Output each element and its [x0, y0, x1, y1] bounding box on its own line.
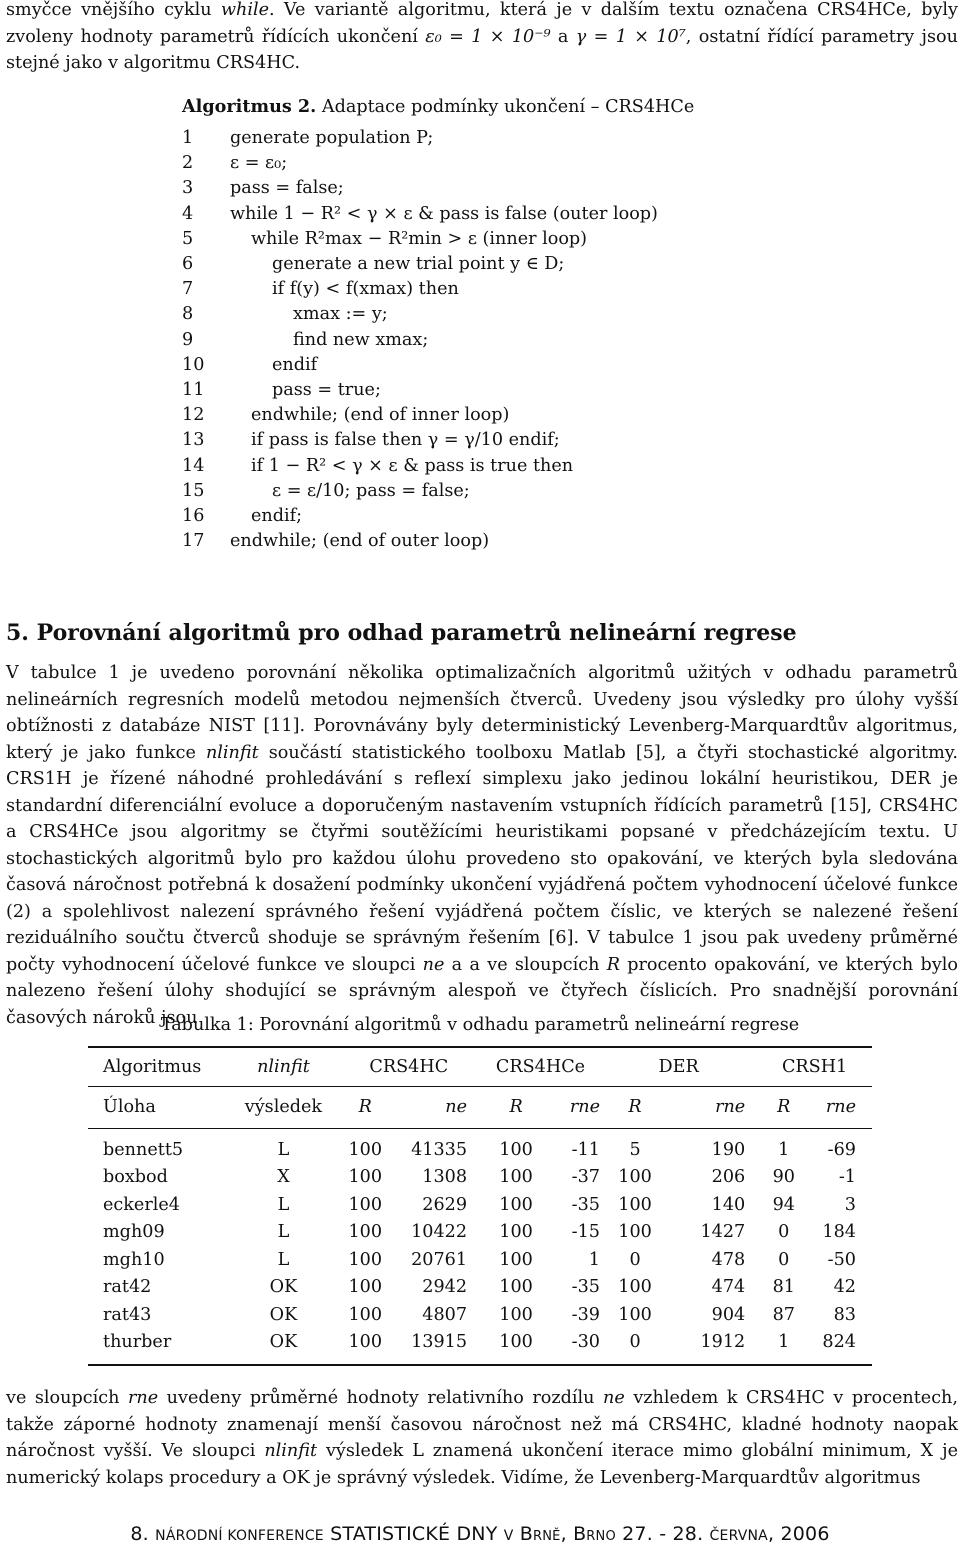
- table-cell: 0: [778, 1249, 790, 1270]
- line-code: while R²max − R²min > ε (inner loop): [251, 228, 588, 249]
- table-bottom-rule: [88, 1364, 872, 1366]
- algorithm-line: [182, 531, 489, 551]
- task-name-cell: bennett5: [103, 1139, 184, 1160]
- after-text: uvedeny průměrné hodnoty relativního rozdílu: [158, 1388, 604, 1408]
- table-cell: 190: [711, 1139, 746, 1160]
- table-cell: 1912: [700, 1332, 746, 1353]
- table-cell: 1427: [700, 1222, 746, 1243]
- intro-text: , ostatní řídící parametry jsou stejné jako v algoritmu CRS4HC.: [6, 26, 958, 73]
- line-code: endwhile; (end of outer loop): [230, 531, 490, 552]
- line-number: 7: [182, 279, 194, 300]
- table-cell: 100: [618, 1167, 652, 1188]
- algorithm-line: [182, 355, 317, 375]
- line-number: 5: [182, 228, 194, 249]
- task-name-cell: mgh09: [103, 1222, 165, 1243]
- table-cell: 100: [618, 1304, 652, 1325]
- footer-part: ČERVNA: [709, 1528, 768, 1544]
- table-cell: OK: [269, 1277, 298, 1298]
- header-cell: Algoritmus: [103, 1057, 202, 1077]
- table-cell: 41335: [411, 1139, 468, 1160]
- table-cell: L: [277, 1139, 290, 1160]
- algorithm-line: [182, 330, 428, 350]
- table-cell: 94: [772, 1194, 795, 1215]
- table-cell: 83: [833, 1304, 856, 1325]
- table-row: [88, 1246, 872, 1274]
- after-table-paragraph: [6, 1385, 958, 1491]
- algorithm-line: [182, 405, 509, 425]
- algorithm-line: [182, 153, 287, 173]
- algorithm-line: [182, 204, 658, 224]
- intro-paragraph: [6, 0, 958, 77]
- header-cell: rne: [715, 1097, 746, 1117]
- results-table: [88, 1048, 872, 1356]
- line-number: 6: [182, 254, 194, 274]
- table-cell: 1: [778, 1332, 790, 1353]
- table-cell: 478: [711, 1249, 746, 1270]
- algorithm-label: Algoritmus 2.: [182, 96, 317, 117]
- task-name-cell: mgh10: [103, 1249, 165, 1270]
- line-code: endif: [272, 354, 318, 375]
- algorithm-line: [182, 304, 388, 324]
- header-cell: DER: [658, 1057, 699, 1077]
- table-cell: -11: [571, 1139, 600, 1160]
- table-row: [88, 1329, 872, 1357]
- intro-text: smyčce vnějšího cyklu: [6, 0, 221, 20]
- rne-term: rne: [127, 1388, 159, 1408]
- gamma-value: γ = 1 × 10⁷: [575, 26, 686, 47]
- line-number: 4: [182, 203, 194, 224]
- table-cell: 3: [844, 1194, 856, 1215]
- table-cell: -15: [571, 1222, 600, 1243]
- line-code: while 1 − R² < γ × ε & pass is false (outer loop): [230, 203, 658, 224]
- footer-part: V: [503, 1528, 514, 1544]
- section-text: procento opakování, ve kterých bylo nalezeno řešení úlohy shodující se správným alespoň ve čtyřech číslicích. Pro snadnější porovnání časových nároků jsou: [6, 954, 958, 1028]
- table-row: [88, 1191, 872, 1219]
- table-row: [88, 1301, 872, 1329]
- line-code: endwhile; (end of inner loop): [251, 405, 510, 426]
- algorithm-line: [182, 481, 470, 501]
- table-header-row-1: [88, 1048, 872, 1086]
- line-number: 9: [182, 329, 194, 350]
- table-cell: X: [277, 1167, 290, 1188]
- table-cell: 13915: [411, 1332, 468, 1353]
- table-cell: 100: [348, 1139, 383, 1160]
- table-cell: 0: [778, 1222, 790, 1243]
- table-cell: L: [277, 1222, 290, 1243]
- algorithm-line: [182, 178, 344, 198]
- header-cell: rne: [569, 1097, 600, 1117]
- table-cell: 100: [348, 1249, 383, 1270]
- line-code: if 1 − R² < γ × ε & pass is true then: [251, 455, 574, 476]
- line-number: 17: [182, 531, 205, 552]
- intro-text: a: [550, 26, 576, 47]
- algorithm-line: [182, 128, 433, 148]
- algorithm-line: [182, 456, 573, 476]
- table-cell: 2942: [422, 1277, 468, 1298]
- table-cell: 100: [618, 1277, 652, 1298]
- table-cell: 100: [499, 1277, 533, 1298]
- line-number: 1: [182, 128, 194, 148]
- table-cell: 20761: [411, 1249, 468, 1270]
- footer-part: Brně, Brno 27. - 28.: [513, 1523, 710, 1545]
- table-cell: 1: [778, 1139, 790, 1160]
- table-cell: L: [277, 1194, 290, 1215]
- table-cell: 100: [348, 1194, 383, 1215]
- intro-while: while: [220, 0, 269, 20]
- nlinfit-term: nlinfit: [264, 1441, 318, 1461]
- task-name-cell: rat42: [103, 1277, 152, 1298]
- table-cell: 10422: [411, 1222, 468, 1243]
- nlinfit-term: nlinfit: [205, 742, 259, 763]
- algorithm-line: [182, 229, 587, 249]
- algorithm-line: [182, 380, 381, 400]
- footer-part: NÁRODNÍ KONFERENCE: [155, 1528, 324, 1544]
- line-code: pass = false;: [230, 178, 344, 199]
- table-cell: 0: [629, 1249, 641, 1270]
- table-row: [88, 1274, 872, 1302]
- header-cell: CRSH1: [781, 1057, 848, 1077]
- page-footer: [0, 1523, 960, 1545]
- table-cell: 42: [833, 1277, 856, 1298]
- task-name-cell: boxbod: [103, 1167, 168, 1188]
- table-row: [88, 1136, 872, 1164]
- table-cell: -37: [571, 1167, 600, 1188]
- table-cell: 100: [348, 1304, 383, 1325]
- line-code: generate a new trial point y ∈ D;: [272, 254, 565, 274]
- line-code: pass = true;: [272, 380, 381, 400]
- header-cell: R: [777, 1097, 791, 1117]
- line-number: 15: [182, 480, 205, 501]
- header-cell: R: [628, 1097, 642, 1117]
- after-text: ve sloupcích: [6, 1388, 128, 1408]
- header-cell: CRS4HC: [369, 1057, 449, 1077]
- table-cell: 100: [499, 1139, 533, 1160]
- header-cell: ne: [445, 1097, 468, 1117]
- table-cell: 474: [711, 1277, 746, 1298]
- line-code: ε = ε₀;: [230, 153, 288, 174]
- table-cell: 184: [822, 1222, 856, 1243]
- table-cell: 81: [772, 1277, 795, 1298]
- line-code: if pass is false then γ = γ/10 endif;: [251, 430, 560, 451]
- table-cell: 140: [711, 1194, 746, 1215]
- table-cell: 5: [629, 1139, 641, 1160]
- line-code: ε = ε/10; pass = false;: [272, 480, 470, 501]
- line-code: endif;: [251, 506, 303, 526]
- table-caption: Tabulka 1: Porovnání algoritmů v odhadu parametrů nelineární regrese: [160, 1015, 800, 1035]
- header-cell: R: [358, 1097, 372, 1117]
- line-number: 2: [182, 153, 194, 174]
- section-text: součástí statistického toolboxu Matlab [5], a čtyři stochastické algoritmy. CRS1H je řízené náhodné prohledávání s reflexí simplexu jako jedinou lokální heuristikou, DER je standardní diferenciální evoluce a doporučeným nastavením vstupních řídících parametrů [15], CRS4HC a CRS4HCe jsou algoritmy se čtyřmi soutěžícími heuristikami popsané v předcházejícím textu. U stochastických algoritmů bylo pro každou úlohu provedeno sto opakování, ve kterých byla sledována časová náročnost potřebná k dosažení podmínky ukončení vyjádřená počtem vyhodnocení účelové funkce (2) a spolehlivost nalezení správného řešení vyjádřená počtem číslic, ve kterých se nalezené řešení reziduálního součtu čtverců shoduje se správným řešením [6]. V tabulce 1 jsou pak uvedeny průměrné počty vyhodnocení účelové funkce ve sloupci: [6, 742, 958, 975]
- table-cell: -69: [827, 1139, 856, 1160]
- line-code: if f(y) < f(xmax) then: [272, 279, 459, 300]
- intro-text: . Ve variantě algoritmu, která je v dalším textu označena CRS4HCe, byly zvoleny hodnoty parametrů řídících ukončení: [6, 0, 958, 47]
- task-name-cell: rat43: [103, 1304, 152, 1325]
- section-text: a a ve sloupcích: [444, 954, 607, 975]
- algorithm-line: [182, 254, 564, 274]
- line-code: generate population P;: [230, 128, 434, 148]
- table-cell: 1: [588, 1249, 600, 1270]
- table-cell: 100: [618, 1222, 652, 1243]
- table-cell: 100: [348, 1167, 383, 1188]
- table-cell: 90: [772, 1167, 795, 1188]
- table-cell: OK: [269, 1304, 298, 1325]
- table-cell: -35: [571, 1277, 600, 1298]
- line-number: 12: [182, 405, 205, 426]
- line-number: 8: [182, 304, 194, 325]
- task-name-cell: thurber: [103, 1332, 172, 1353]
- line-number: 3: [182, 178, 194, 199]
- table-header-row-2: [88, 1086, 872, 1128]
- table-cell: -50: [827, 1249, 856, 1270]
- line-number: 16: [182, 506, 205, 526]
- after-text: výsledek L znamená ukončení iterace mimo globální minimum, X je numerický kolaps procedury a OK je správný výsledek. Vidíme, že Levenberg-Marquardtův algoritmus: [6, 1441, 958, 1488]
- table-cell: 100: [499, 1167, 533, 1188]
- ne-term: ne: [603, 1388, 625, 1408]
- algorithm-line: [182, 279, 459, 299]
- table-cell: 100: [499, 1304, 533, 1325]
- algorithm-caption: Adaptace podmínky ukončení – CRS4HCe: [321, 97, 695, 117]
- line-code: find new xmax;: [293, 329, 429, 350]
- table-cell: 206: [711, 1167, 746, 1188]
- footer-part: STATISTICKÉ DNY: [323, 1523, 504, 1545]
- after-text: vzhledem k CRS4HC v procentech, takže záporné hodnoty znamenají menší časovou náročnost než má CRS4HC, kladné hodnoty naopak náročnost vyšší. Ve sloupci: [6, 1388, 958, 1461]
- table-cell: 100: [499, 1222, 533, 1243]
- header-cell: nlinfit: [257, 1057, 310, 1077]
- section-heading: 5. Porovnání algoritmů pro odhad parametrů nelineární regrese: [6, 620, 797, 646]
- footer-part: 8.: [130, 1523, 156, 1545]
- table-cell: 87: [772, 1304, 795, 1325]
- table-cell: 100: [348, 1222, 383, 1243]
- table-cell: -35: [571, 1194, 600, 1215]
- section-paragraph: [6, 660, 958, 1031]
- table-cell: OK: [269, 1332, 298, 1353]
- section-text: V tabulce 1 je uvedeno porovnání několika optimalizačních algoritmů užitých v odhadu parametrů nelineárních regresních modelů metodou nejmenších čtverců. Uvedeny jsou výsledky pro úlohy vyšší obtížnosti z databáze NIST [11]. Porovnávány byly deterministický Levenberg-Marquardtův algoritmus, který je jako funkce: [6, 663, 958, 763]
- task-name-cell: eckerle4: [103, 1194, 180, 1215]
- table-cell: -30: [571, 1332, 600, 1353]
- algorithm-title: [182, 96, 694, 117]
- header-cell: Úloha: [103, 1097, 156, 1117]
- table-cell: 2629: [422, 1194, 468, 1215]
- table-cell: 100: [348, 1277, 383, 1298]
- table-cell: 904: [711, 1304, 746, 1325]
- table-body: [88, 1136, 872, 1356]
- algorithm-line: [182, 506, 302, 526]
- footer-part: , 2006: [767, 1523, 830, 1545]
- table-cell: 100: [618, 1194, 652, 1215]
- table-cell: -39: [571, 1304, 600, 1325]
- table-cell: 824: [822, 1332, 856, 1353]
- algorithm-line: [182, 430, 560, 450]
- header-cell: R: [509, 1097, 523, 1117]
- table-cell: 1308: [422, 1167, 468, 1188]
- table-cell: -1: [838, 1167, 856, 1188]
- table-row: [88, 1164, 872, 1192]
- r-term: R: [606, 954, 620, 975]
- table-cell: 100: [348, 1332, 383, 1353]
- line-code: xmax := y;: [293, 304, 388, 325]
- header-cell: rne: [825, 1097, 856, 1117]
- line-number: 11: [182, 380, 205, 400]
- table-cell: 100: [499, 1332, 533, 1353]
- table-cell: 0: [629, 1332, 641, 1353]
- epsilon0-value: ε₀ = 1 × 10⁻⁹: [425, 26, 551, 47]
- table-cell: 100: [499, 1249, 533, 1270]
- table-row: [88, 1219, 872, 1247]
- line-number: 14: [182, 455, 205, 476]
- line-number: 10: [182, 354, 205, 375]
- table-cell: 4807: [422, 1304, 468, 1325]
- header-cell: výsledek: [244, 1097, 323, 1117]
- line-number: 13: [182, 430, 205, 451]
- header-cell: CRS4HCe: [495, 1057, 586, 1077]
- ne-term: ne: [422, 954, 445, 975]
- table-cell: L: [277, 1249, 290, 1270]
- table-cell: 100: [499, 1194, 533, 1215]
